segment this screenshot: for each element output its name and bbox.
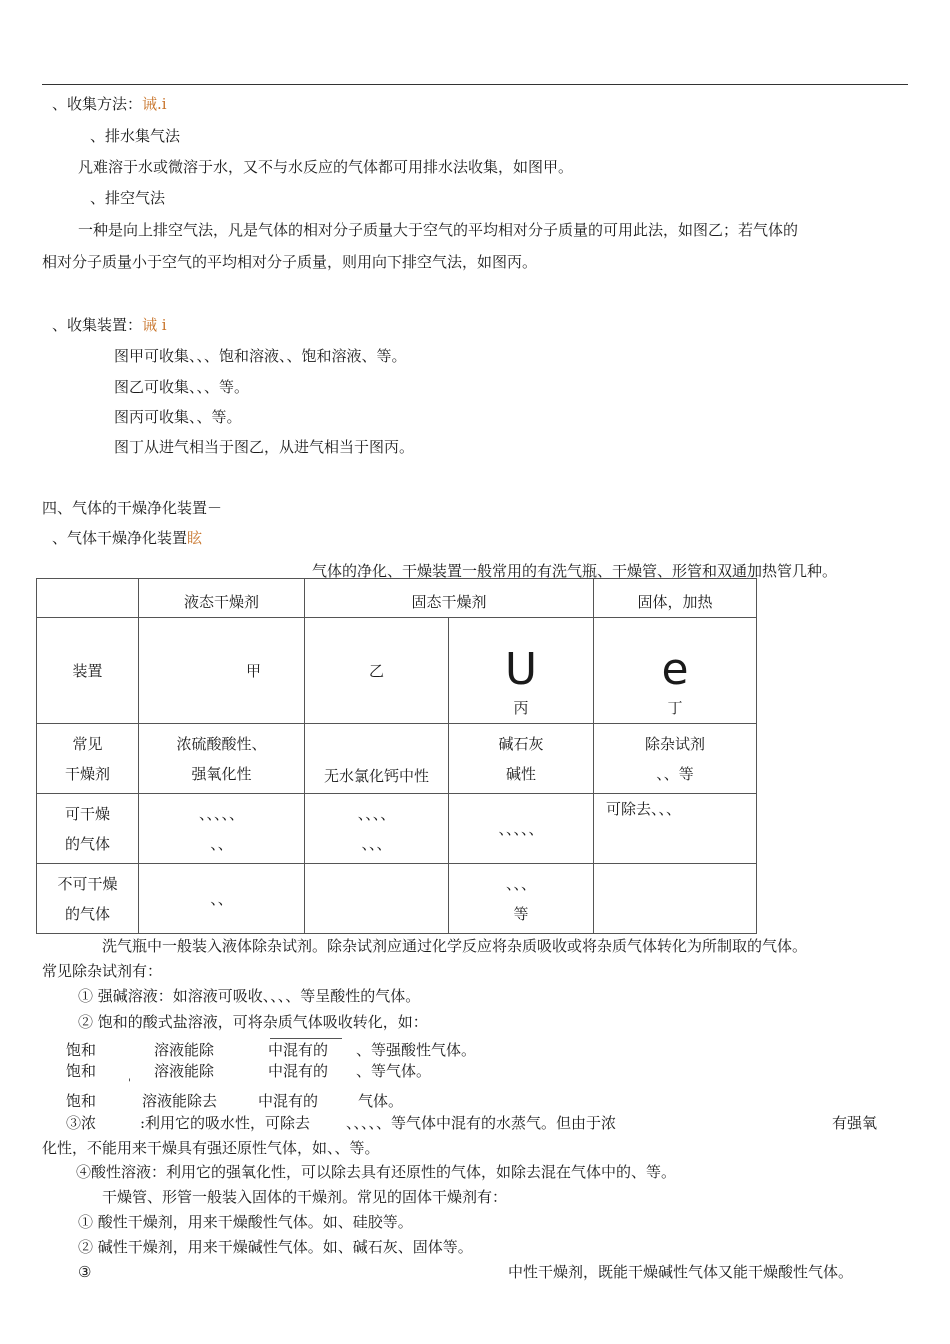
device-yi-label: 乙 bbox=[368, 661, 384, 680]
salt-row3-b: 溶液能除去 bbox=[142, 1092, 218, 1110]
reagent-strong-base: ① 强碱溶液：如溶液可吸收、、、、等呈酸性的气体。 bbox=[78, 987, 421, 1005]
can-soda-cell bbox=[449, 794, 594, 864]
collect-device-heading bbox=[52, 315, 167, 335]
cannot-soda-2: 等 bbox=[513, 904, 529, 923]
table-row bbox=[37, 618, 757, 724]
salt-row3-d: 气体。 bbox=[358, 1092, 404, 1110]
row-label-cannot bbox=[37, 864, 139, 934]
table-row bbox=[37, 864, 757, 934]
conc-acid-d: 有强氧 bbox=[832, 1114, 878, 1132]
conc-acid-a: ③浓 bbox=[66, 1114, 97, 1132]
device-jia-line: 图甲可收集、、、饱和溶液、、饱和溶液、等。 bbox=[114, 347, 407, 365]
device-jia-cell bbox=[139, 618, 305, 724]
salt-row2-d: 、等气体。 bbox=[356, 1062, 432, 1080]
cannot-soda-cell bbox=[449, 864, 594, 934]
header-heat-text: 固体，加热 bbox=[637, 593, 713, 611]
cannot-heat-cell bbox=[594, 864, 757, 934]
common-soda-2: 碱性 bbox=[505, 764, 536, 783]
common-liquid-cell bbox=[139, 724, 305, 794]
header-liquid-text: 液态干燥剂 bbox=[183, 593, 259, 611]
table-row bbox=[37, 724, 757, 794]
section-four-title: 四、气体的干燥净化装置－ bbox=[42, 499, 223, 517]
collect-method-label: 、收集方法： bbox=[52, 95, 143, 113]
common-liquid-1: 浓硫酸酸性、 bbox=[176, 734, 267, 753]
corner-cell bbox=[37, 579, 139, 618]
cannot-soda-1: 、、、 bbox=[505, 874, 536, 893]
header-solid bbox=[305, 579, 594, 618]
can-liquid-cell bbox=[139, 794, 305, 864]
neutral-desiccant-line: 中性干燥剂，既能干燥碱性气体又能干燥酸性气体。 bbox=[508, 1263, 854, 1281]
conc-acid-b: :利用它的吸水性，可除去 bbox=[140, 1114, 311, 1132]
row-label-cannot-1: 不可干燥 bbox=[57, 874, 118, 893]
can-liquid-2: 、、 bbox=[210, 834, 233, 853]
salt-row3-a: 饱和 bbox=[66, 1092, 97, 1110]
conc-acid-c: 、、、、、等气体中混有的水蒸气。但由于浓 bbox=[346, 1114, 617, 1132]
can-soda: 、、、、、 bbox=[498, 819, 544, 838]
salt-row3-c: 中混有的 bbox=[258, 1092, 319, 1110]
can-cacl2-cell bbox=[305, 794, 449, 864]
basic-desiccant-line: ② 碱性干燥剂，用来干燥碱性气体。如、碱石灰、固体等。 bbox=[78, 1238, 473, 1256]
salt-row2-b: 溶液能除 bbox=[154, 1062, 215, 1080]
header-solid-text: 固态干燥剂 bbox=[411, 593, 487, 611]
device-yi-cell bbox=[305, 618, 449, 724]
table-row bbox=[37, 794, 757, 864]
drying-tube-line: 干燥管、形管一般装入固体的干燥剂。常见的固体干燥剂有： bbox=[102, 1188, 508, 1206]
common-cacl2: 无水氯化钙中性 bbox=[323, 767, 429, 785]
air-method-text-1: 一种是向上排空气法，凡是气体的相对分子质量大于空气的平均相对分子质量的可用此法，如图乙；若气体的 bbox=[78, 221, 799, 239]
row-label-common-1: 常见 bbox=[72, 734, 103, 753]
water-method-text: 凡难溶于水或微溶于水，又不与水反应的气体都可用排水法收集，如图甲。 bbox=[78, 158, 574, 176]
row-label-common-2: 干燥剂 bbox=[64, 764, 110, 783]
cannot-liquid: 、、 bbox=[210, 889, 233, 908]
reagent-acid-salt: ② 饱和的酸式盐溶液，可将杂质气体吸收转化，如： bbox=[78, 1013, 428, 1031]
device-ding-line: 图丁从进气相当于图乙，从进气相当于图丙。 bbox=[114, 438, 415, 456]
acidic-desiccant-line: ① 酸性干燥剂，用来干燥酸性气体。如、硅胶等。 bbox=[78, 1213, 413, 1231]
underline-mark bbox=[270, 1038, 342, 1039]
row-label-can-1: 可干燥 bbox=[64, 804, 110, 823]
wash-bottle-text: 洗气瓶中一般装入液体除杂试剂。除杂试剂应通过化学反应将杂质吸收或将杂质气体转化为所制取的气体。 bbox=[102, 937, 808, 955]
collect-method-mark: 诫.i bbox=[142, 95, 167, 113]
conc-acid-cont: 化性，不能用来干燥具有强还原性气体，如、、等。 bbox=[42, 1139, 380, 1157]
acidic-solution-line: ④酸性溶液：利用它的强氧化性，可以除去具有还原性的气体，如除去混在气体中的、等。 bbox=[76, 1163, 677, 1181]
row-label-device-text: 装置 bbox=[72, 661, 103, 680]
header-liquid bbox=[139, 579, 305, 618]
device-jia-label: 甲 bbox=[245, 661, 261, 680]
common-reagents-label: 常见除杂试剂有： bbox=[42, 962, 163, 980]
neutral-desiccant-num: ③ bbox=[78, 1263, 92, 1281]
common-heat-cell bbox=[594, 724, 757, 794]
common-heat-2: 、、等 bbox=[656, 764, 694, 783]
collect-device-mark: 诫 i bbox=[142, 316, 167, 334]
can-heat: 可除去、、、 bbox=[606, 800, 682, 818]
stray-tick: ' bbox=[128, 1078, 131, 1089]
u-tube-icon: U bbox=[504, 644, 538, 695]
common-heat-1: 除杂试剂 bbox=[644, 734, 705, 753]
row-label-device bbox=[37, 618, 139, 724]
common-soda-1: 碱石灰 bbox=[498, 734, 544, 753]
salt-row1-d: 、等强酸性气体。 bbox=[356, 1041, 477, 1059]
can-heat-cell bbox=[594, 794, 757, 864]
row-label-can-2: 的气体 bbox=[64, 834, 110, 853]
common-liquid-2: 强氧化性 bbox=[191, 764, 252, 783]
air-method-subheading: 、排空气法 bbox=[90, 189, 166, 207]
top-rule bbox=[42, 84, 908, 85]
salt-row2-c: 中混有的 bbox=[268, 1062, 329, 1080]
common-cacl2-cell bbox=[305, 724, 449, 794]
device-bing-line: 图丙可收集、、等。 bbox=[114, 408, 242, 426]
row-label-common bbox=[37, 724, 139, 794]
dry-purify-mark: 眩 bbox=[187, 529, 203, 547]
salt-row1-c: 中混有的 bbox=[268, 1041, 329, 1059]
salt-row1-b: 溶液能除 bbox=[154, 1041, 215, 1059]
cannot-liquid-cell bbox=[139, 864, 305, 934]
device-yi-line: 图乙可收集、、、等。 bbox=[114, 378, 250, 396]
dry-purify-label: 、气体干燥净化装置 bbox=[52, 529, 188, 547]
table-row bbox=[37, 579, 757, 618]
row-label-can bbox=[37, 794, 139, 864]
header-heat bbox=[594, 579, 757, 618]
salt-row1-a: 饱和 bbox=[66, 1041, 97, 1059]
heating-tube-icon: e bbox=[661, 644, 689, 695]
dry-purify-heading bbox=[52, 528, 202, 548]
water-method-subheading: 、排水集气法 bbox=[90, 127, 181, 145]
device-ding-label: 丁 bbox=[667, 699, 683, 717]
collect-device-label: 、收集装置： bbox=[52, 316, 143, 334]
device-bing-cell bbox=[449, 618, 594, 724]
can-cacl2-2: 、、、 bbox=[361, 834, 392, 853]
drying-device-table bbox=[36, 578, 757, 934]
can-liquid-1: 、、、、、 bbox=[198, 804, 244, 823]
can-cacl2-1: 、、、、 bbox=[357, 804, 396, 823]
device-ding-cell bbox=[594, 618, 757, 724]
air-method-text-2: 相对分子质量小于空气的平均相对分子质量，则用向下排空气法，如图丙。 bbox=[42, 253, 538, 271]
dry-purify-intro: 气体的净化、干燥装置一般常用的有洗气瓶、干燥管、形管和双通加热管几种。 bbox=[312, 562, 838, 580]
salt-row2-a: 饱和 bbox=[66, 1062, 97, 1080]
collect-method-heading bbox=[52, 94, 167, 114]
device-bing-label: 丙 bbox=[513, 699, 529, 717]
cannot-cacl2-cell bbox=[305, 864, 449, 934]
row-label-cannot-2: 的气体 bbox=[64, 904, 110, 923]
common-soda-cell bbox=[449, 724, 594, 794]
